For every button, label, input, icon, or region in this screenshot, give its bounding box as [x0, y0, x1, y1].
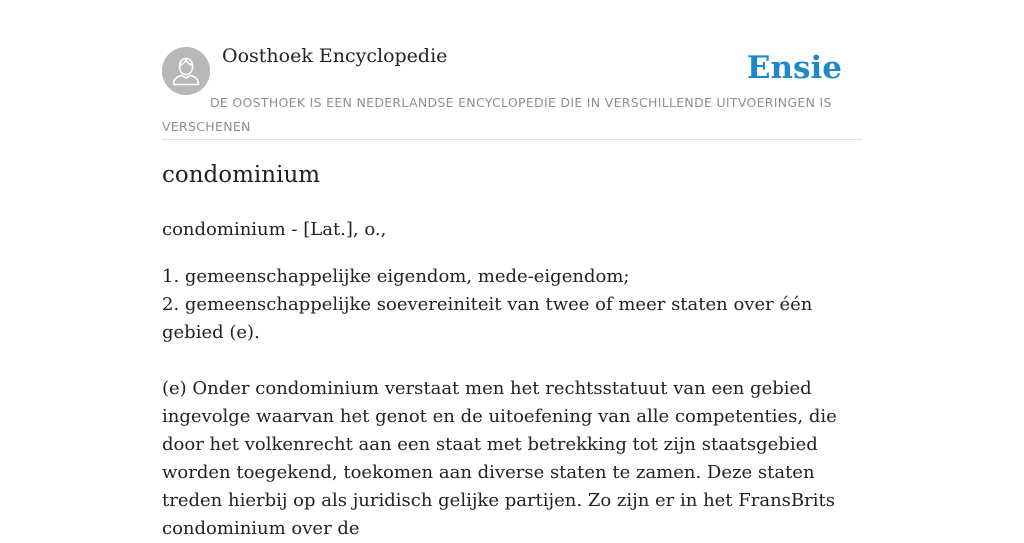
- definition-2: 2. gemeenschappelijke soevereiniteit van twee of meer staten over één gebied (e).: [162, 294, 813, 343]
- entry-headword: condominium - [Lat.], o.,: [162, 219, 387, 240]
- source-description: DE OOSTHOEK IS EEN NEDERLANDSE ENCYCLOPEDIE DIE IN VERSCHILLENDE UITVOERINGEN IS VERSCHENEN: [162, 95, 832, 134]
- avatar-graphic: [162, 47, 210, 95]
- page-content: [162, 0, 862, 539]
- entry-title: condominium: [162, 162, 321, 188]
- source-header: [162, 0, 862, 140]
- source-name-link[interactable]: Oosthoek Encyclopedie: [222, 45, 448, 67]
- entry-body: [162, 216, 862, 543]
- entry-note: (e) Onder condominium verstaat men het rechtsstatuut van een gebied ingevolge waarvan het genot en de uitoefening van alle competenties, die door het volkenrecht aan een staat met betrekking tot zijn staatsgebied worden toegekend, toekomen aan diverse staten te zamen. Deze staten treden hierbij op als juridisch gelijke partijen. Zo zijn er in het FransBrits condominium over de: [162, 378, 837, 539]
- paragraph-spacer: [162, 347, 862, 375]
- definition-1: 1. gemeenschappelijke eigendom, mede-eigendom;: [162, 266, 630, 287]
- ensie-logo[interactable]: Ensie: [746, 50, 842, 86]
- user-silhouette-icon[interactable]: [162, 47, 210, 95]
